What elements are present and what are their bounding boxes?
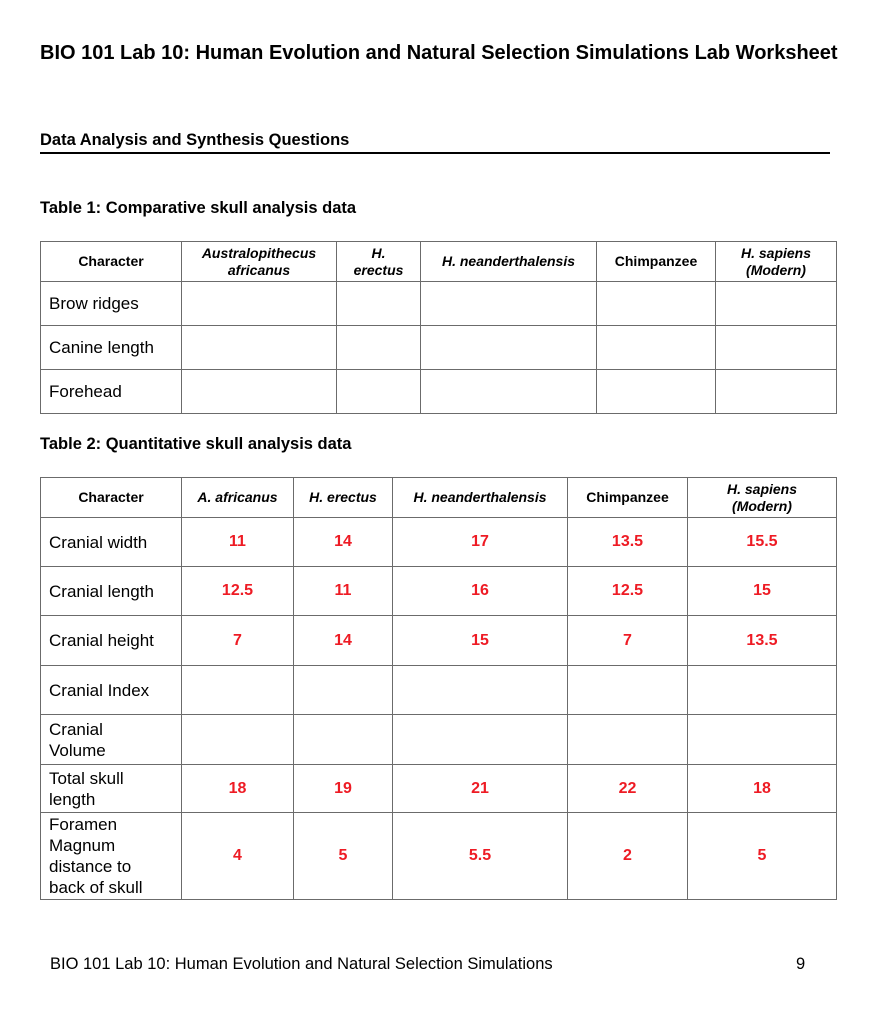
row-label: Brow ridges	[41, 282, 182, 326]
empty-cell[interactable]	[716, 326, 837, 370]
value-cell[interactable]: 5	[688, 813, 837, 900]
value-cell[interactable]: 4	[182, 813, 294, 900]
table2-header-h-neanderthalensis: H. neanderthalensis	[393, 478, 568, 518]
table2-header-row	[41, 478, 837, 518]
value-cell[interactable]: 5	[294, 813, 393, 900]
empty-cell[interactable]	[337, 282, 421, 326]
empty-cell[interactable]	[421, 326, 597, 370]
row-label: Cranial width	[41, 518, 182, 567]
page-number: 9	[796, 955, 806, 973]
row-label: Cranial Index	[41, 666, 182, 715]
value-cell[interactable]: 2	[568, 813, 688, 900]
table1-comparative	[40, 241, 837, 414]
table-row	[41, 616, 837, 666]
value-cell[interactable]	[568, 715, 688, 765]
empty-cell[interactable]	[182, 370, 337, 414]
table1-header-h-sapiens: H. sapiens (Modern)	[716, 242, 837, 282]
empty-cell[interactable]	[421, 282, 597, 326]
value-cell[interactable]	[294, 715, 393, 765]
table-row	[41, 765, 837, 813]
value-cell[interactable]	[393, 666, 568, 715]
empty-cell[interactable]	[597, 370, 716, 414]
page-title: BIO 101 Lab 10: Human Evolution and Natural Selection Simulations Lab Worksheet	[40, 42, 838, 64]
table-row	[41, 326, 837, 370]
value-cell[interactable]: 18	[688, 765, 837, 813]
value-cell[interactable]	[688, 715, 837, 765]
table-row	[41, 813, 837, 900]
table2-quantitative	[40, 477, 837, 900]
row-label: Cranial height	[41, 616, 182, 666]
row-label: Forehead	[41, 370, 182, 414]
row-label: Total skull length	[41, 765, 182, 813]
table2-header-character: Character	[41, 478, 182, 518]
row-label: Canine length	[41, 326, 182, 370]
empty-cell[interactable]	[597, 326, 716, 370]
table1-header-row	[41, 242, 837, 282]
row-label: Cranial Volume	[41, 715, 182, 765]
value-cell[interactable]: 13.5	[688, 616, 837, 666]
value-cell[interactable]	[393, 715, 568, 765]
table2-header-h-erectus: H. erectus	[294, 478, 393, 518]
empty-cell[interactable]	[716, 370, 837, 414]
value-cell[interactable]: 5.5	[393, 813, 568, 900]
table-row	[41, 567, 837, 616]
table2-header-h-sapiens: H. sapiens (Modern)	[688, 478, 837, 518]
table1-header-h-erectus: H. erectus	[337, 242, 421, 282]
value-cell[interactable]	[182, 666, 294, 715]
value-cell[interactable]: 13.5	[568, 518, 688, 567]
value-cell[interactable]: 19	[294, 765, 393, 813]
value-cell[interactable]	[294, 666, 393, 715]
table1-caption: Table 1: Comparative skull analysis data	[40, 199, 357, 217]
table-row	[41, 715, 837, 765]
value-cell[interactable]: 11	[182, 518, 294, 567]
value-cell[interactable]: 15.5	[688, 518, 837, 567]
value-cell[interactable]: 11	[294, 567, 393, 616]
row-label: Cranial length	[41, 567, 182, 616]
table-row	[41, 666, 837, 715]
empty-cell[interactable]	[597, 282, 716, 326]
value-cell[interactable]: 12.5	[568, 567, 688, 616]
value-cell[interactable]: 15	[393, 616, 568, 666]
table1-header-a-africanus: Australopithecus africanus	[182, 242, 337, 282]
value-cell[interactable]: 16	[393, 567, 568, 616]
value-cell[interactable]: 21	[393, 765, 568, 813]
value-cell[interactable]: 18	[182, 765, 294, 813]
section-heading: Data Analysis and Synthesis Questions	[40, 131, 830, 154]
empty-cell[interactable]	[337, 326, 421, 370]
value-cell[interactable]: 12.5	[182, 567, 294, 616]
value-cell[interactable]	[182, 715, 294, 765]
table-row	[41, 518, 837, 567]
value-cell[interactable]	[568, 666, 688, 715]
value-cell[interactable]: 14	[294, 616, 393, 666]
table1-header-character: Character	[41, 242, 182, 282]
value-cell[interactable]: 22	[568, 765, 688, 813]
value-cell[interactable]: 7	[568, 616, 688, 666]
table-row	[41, 370, 837, 414]
footer-text: BIO 101 Lab 10: Human Evolution and Natural Selection Simulations	[50, 955, 553, 973]
value-cell[interactable]: 15	[688, 567, 837, 616]
empty-cell[interactable]	[182, 326, 337, 370]
value-cell[interactable]: 14	[294, 518, 393, 567]
table2-header-chimpanzee: Chimpanzee	[568, 478, 688, 518]
empty-cell[interactable]	[182, 282, 337, 326]
value-cell[interactable]: 17	[393, 518, 568, 567]
empty-cell[interactable]	[337, 370, 421, 414]
row-label: Foramen Magnum distance to back of skull	[41, 813, 182, 900]
table1-header-chimpanzee: Chimpanzee	[597, 242, 716, 282]
value-cell[interactable]	[688, 666, 837, 715]
empty-cell[interactable]	[421, 370, 597, 414]
table-row	[41, 282, 837, 326]
table2-header-a-africanus: A. africanus	[182, 478, 294, 518]
value-cell[interactable]: 7	[182, 616, 294, 666]
empty-cell[interactable]	[716, 282, 837, 326]
table2-caption: Table 2: Quantitative skull analysis data	[40, 435, 352, 453]
table1-header-h-neanderthalensis: H. neanderthalensis	[421, 242, 597, 282]
